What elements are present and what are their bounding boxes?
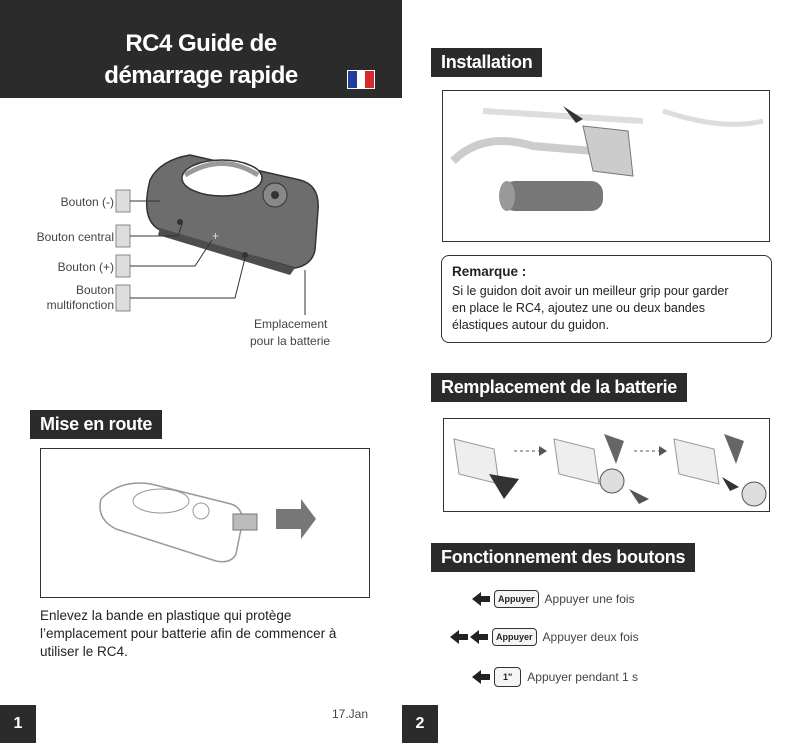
legend-text-press-twice: Appuyer deux fois (542, 630, 639, 644)
arrow-left-icon (472, 670, 481, 684)
arrow-left-icon (472, 592, 481, 606)
legend-row-press-twice (450, 628, 639, 646)
label-plus: Bouton (+) (57, 260, 114, 274)
remarque-text-1: Si le guidon doit avoir un meilleur grip pour garder (452, 284, 729, 298)
label-central: Bouton central (36, 230, 114, 244)
installation-header: Installation (431, 48, 542, 77)
legend-key-press: Appuyer (492, 628, 537, 646)
title-line-1: RC4 Guide de (125, 30, 277, 57)
mise-en-route-text-3: utiliser le RC4. (40, 644, 128, 659)
legend-row-press-hold (472, 667, 638, 687)
arrow-left-icon (470, 630, 479, 644)
label-battery-2: pour la batterie (250, 334, 331, 348)
batterie-header: Remplacement de la batterie (431, 373, 687, 402)
svg-text:+: + (212, 229, 220, 243)
arrow-left-icon (450, 630, 459, 644)
mise-en-route-text-2: l’emplacement pour batterie afin de commencer à (40, 626, 337, 641)
title-line-2: démarrage rapide (104, 62, 298, 89)
legend-text-press-once: Appuyer une fois (544, 592, 635, 606)
legend-text-press-hold: Appuyer pendant 1 s (527, 670, 639, 684)
legend-key-press: Appuyer (494, 590, 539, 608)
french-flag-icon (347, 70, 375, 89)
mise-en-route-illustration (40, 448, 370, 598)
remarque-box (441, 255, 772, 343)
footer-date: 17.Jan (332, 707, 369, 721)
label-multi-2: multifonction (46, 298, 114, 312)
remarque-text-3: élastiques autour du guidon. (452, 318, 610, 332)
boutons-header: Fonctionnement des boutons (431, 543, 695, 572)
legend-row-press-once (472, 590, 635, 608)
batterie-illustration (443, 418, 770, 512)
title-block (0, 0, 402, 98)
page-number-right: 2 (402, 705, 438, 743)
installation-illustration (442, 90, 770, 242)
label-multi-1: Bouton (75, 283, 114, 297)
remarque-text-2: en place le RC4, ajoutez une ou deux bandes (452, 301, 705, 315)
remarque-title: Remarque : (452, 264, 527, 279)
label-battery-1: Emplacement (254, 317, 328, 331)
page-number-left: 1 (0, 705, 36, 743)
mise-en-route-text-1: Enlevez la bande en plastique qui protège (40, 608, 292, 623)
device-diagram (0, 140, 402, 360)
label-minus: Bouton (-) (60, 195, 114, 209)
mise-en-route-header: Mise en route (30, 410, 162, 439)
legend-key-hold: 1" (494, 667, 521, 687)
